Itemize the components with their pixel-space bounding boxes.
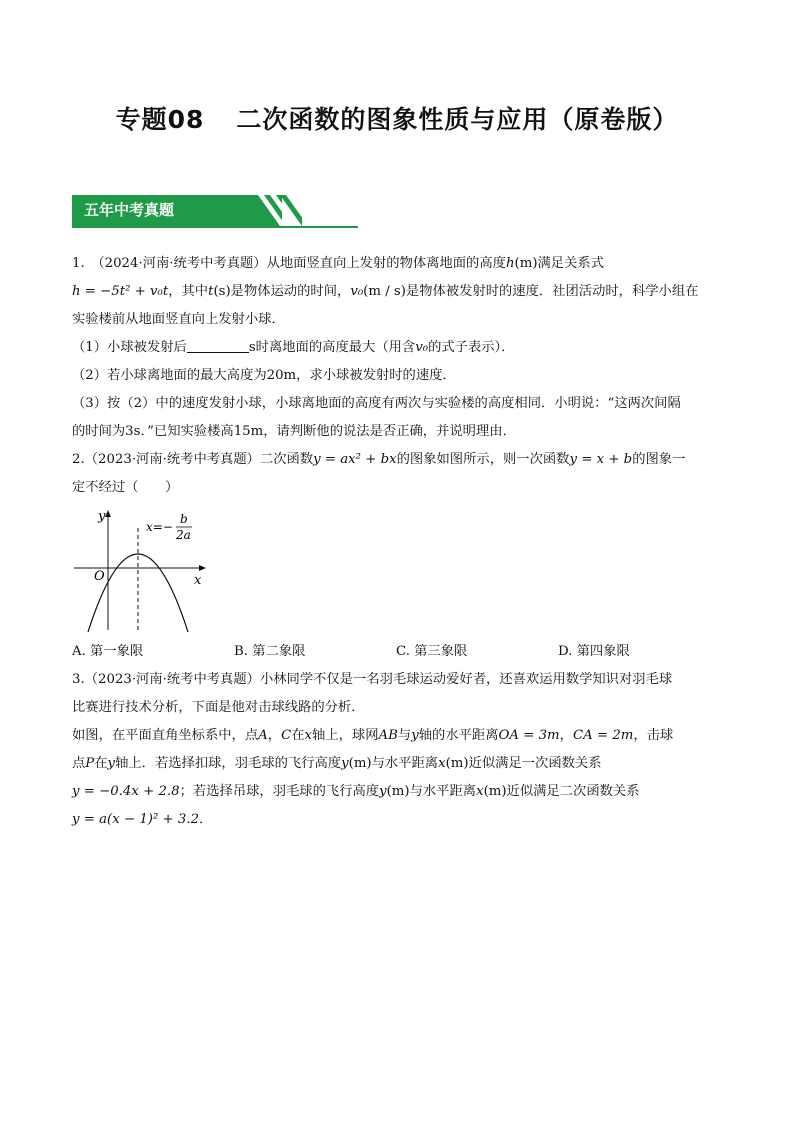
- question-1: [72, 250, 724, 446]
- y-axis-label: y: [98, 509, 106, 524]
- q3-line-5: y = −0.4x + 2.8；若选择吊球，羽毛球的飞行高度y(m)与水平距离x(m)近似满足二次函数关系: [72, 784, 640, 799]
- symmetry-label: x=−: [146, 520, 173, 534]
- option-d[interactable]: D. 第四象限: [558, 644, 630, 659]
- parabola-graph: [72, 506, 212, 634]
- q3-line-1: 3.（2023·河南·统考中考真题）小林同学不仅是一名羽毛球运动爱好者，还喜欢运用数学知识对羽毛球: [72, 672, 673, 687]
- x-axis-arrow: [199, 565, 206, 571]
- section-header: [72, 195, 358, 231]
- symmetry-frac-num: b: [180, 512, 188, 526]
- q3-line-6: y = a(x − 1)² + 3.2．: [72, 812, 213, 827]
- q1-line-3: 实验楼前从地面竖直向上发射小球．: [72, 312, 285, 327]
- q1-part-2: （2）若小球离地面的最大高度为20m，求小球被发射时的速度．: [72, 368, 456, 383]
- question-2: [72, 446, 724, 666]
- q1-formula: h = −5t² + v₀t: [72, 284, 169, 299]
- origin-label: O: [94, 569, 105, 584]
- option-a[interactable]: A. 第一象限: [72, 644, 144, 659]
- q1-line-2: h = −5t² + v₀t，其中t(s)是物体运动的时间，v₀(m / s)是物体被发射时的速度．社团活动时，科学小组在: [72, 284, 699, 299]
- q2-options: [72, 638, 724, 666]
- section-underline: [72, 226, 358, 228]
- q3-line-2: 比赛进行技术分析，下面是他对击球线路的分析．: [72, 700, 365, 715]
- title-number: 专题08: [115, 105, 205, 134]
- title-text: 二次函数的图象性质与应用（原卷版）: [236, 105, 679, 134]
- page-title: [0, 100, 794, 136]
- q1-part-3: （3）按（2）中的速度发射小球，小球离地面的高度有两次与实验楼的高度相同．小明说：“这两次间隔: [72, 396, 681, 411]
- q1-line-1: 1. （2024·河南·统考中考真题）从地面竖直向上发射的物体离地面的高度h(m)满足关系式: [72, 256, 604, 271]
- y-axis-arrow: [105, 510, 111, 517]
- section-label: 五年中考真题: [72, 195, 282, 226]
- question-3: [72, 666, 724, 834]
- q2-line-1: 2.（2023·河南·统考中考真题）二次函数y = ax² + bx的图象如图所示，则一次函数y = x + b的图象一: [72, 452, 686, 467]
- symmetry-frac-den: 2a: [176, 528, 191, 542]
- q2-line-2: 定不经过（ ）: [72, 480, 179, 495]
- x-axis-label: x: [194, 573, 202, 588]
- option-b[interactable]: B. 第二象限: [234, 644, 306, 659]
- question-content: [72, 250, 724, 834]
- answer-blank[interactable]: [187, 336, 249, 353]
- q3-line-4: 点P在y轴上．若选择扣球，羽毛球的飞行高度y(m)与水平距离x(m)近似满足一次函数关系: [72, 756, 602, 771]
- q1-part-1: （1）小球被发射后 s时离地面的高度最大（用含v₀的式子表示）．: [72, 334, 724, 362]
- stripe-decoration-icon: [212, 195, 302, 227]
- q3-line-3: 如图，在平面直角坐标系中，点A，C在x轴上，球网AB与y轴的水平距离OA = 3m，CA = 2m，击球: [72, 728, 674, 743]
- option-c[interactable]: C. 第三象限: [396, 644, 468, 659]
- q1-part-3-cont: 的时间为3s．”已知实验楼高15m，请判断他的说法是否正确，并说明理由．: [72, 424, 516, 439]
